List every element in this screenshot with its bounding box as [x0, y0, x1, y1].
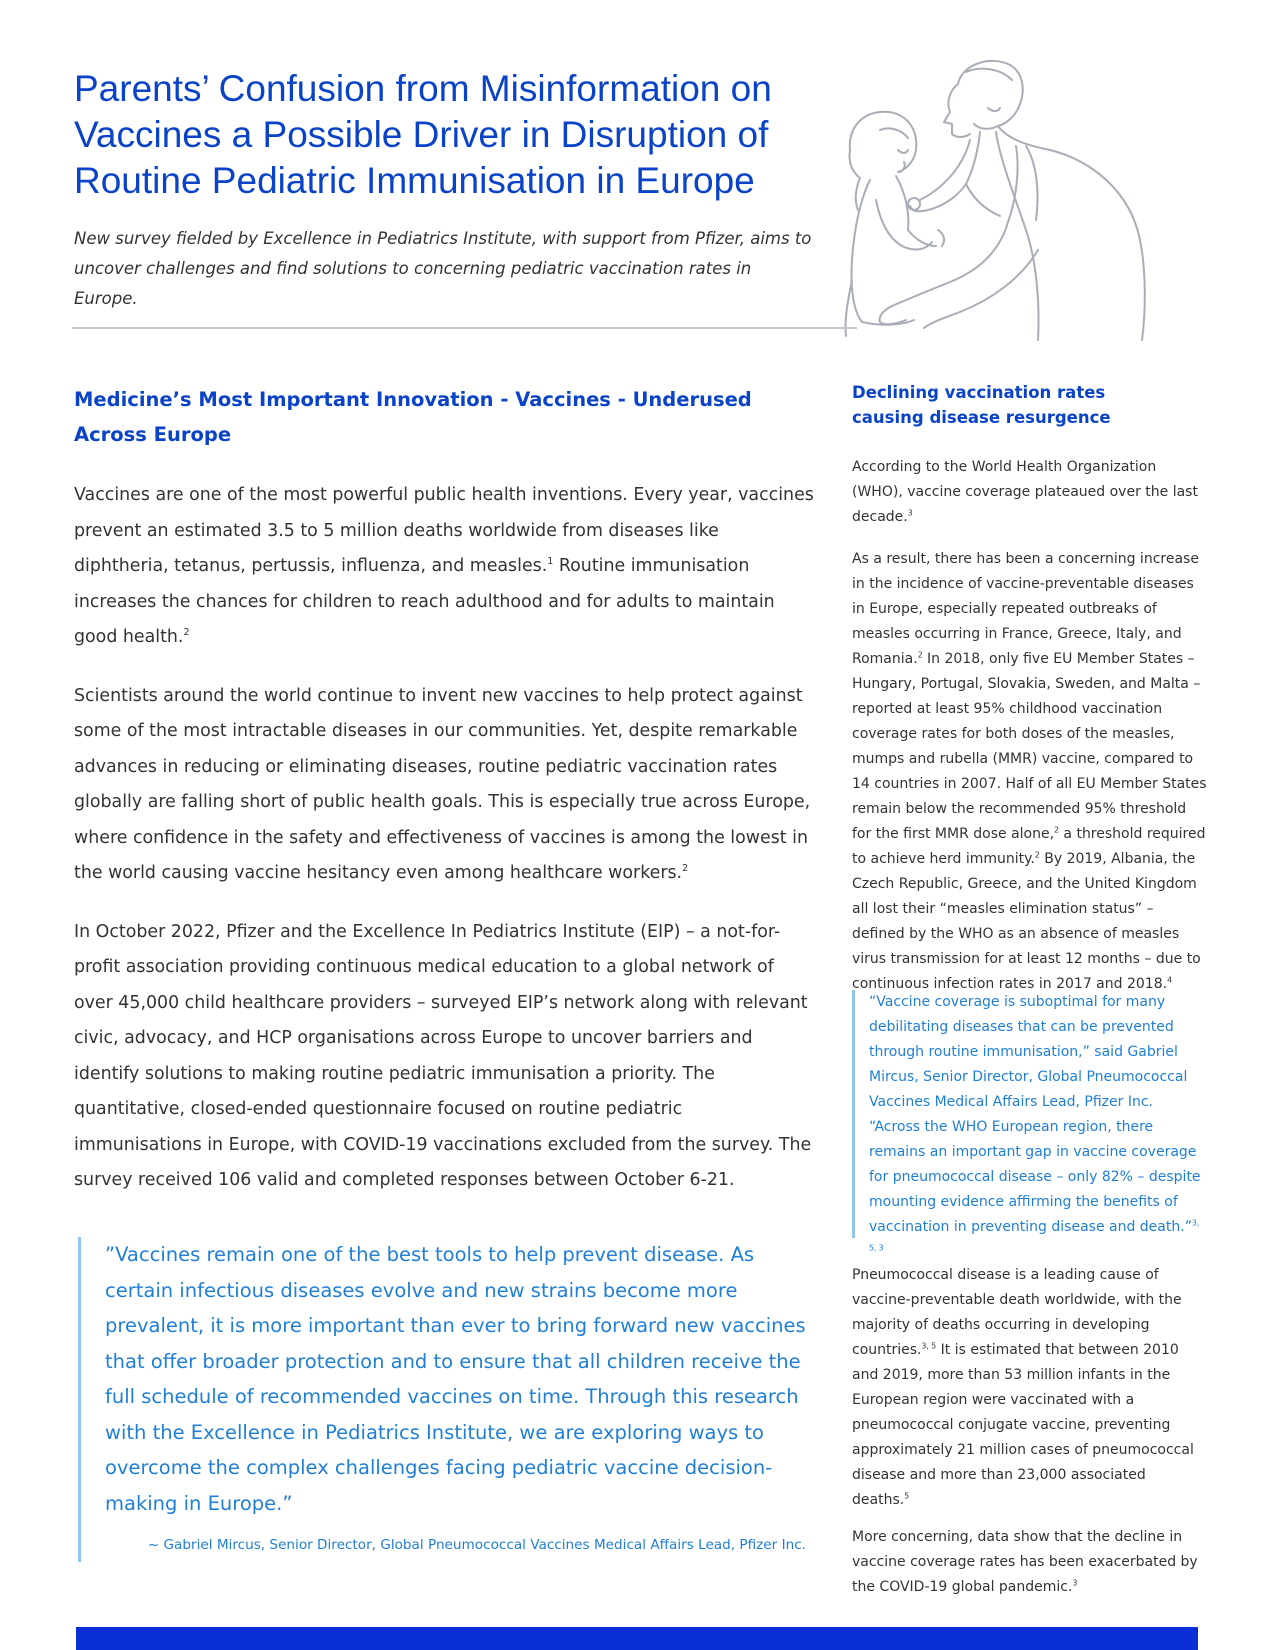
pull-quote-attribution: ~ Gabriel Mircus, Senior Director, Global Pneumococcal Vaccines Medical Affairs Lead, Pfizer Inc.: [147, 1537, 806, 1553]
reference-3: 3: [1072, 1578, 1078, 1588]
main-paragraph-1-text-2: Routine immunisation increases the chances for children to reach adulthood and for adults to maintain good health.: [74, 556, 775, 647]
reference-2: 2: [1034, 850, 1040, 860]
reference-3-5-3: 3, 5, 3: [869, 1218, 1200, 1253]
sidebar-paragraph-2a: As a result, there has been a concerning increase in the incidence of vaccine-preventable diseases in Europe, especially repeated outbreaks of measles occurring in France, Greece, Italy, and Romania.: [852, 551, 1199, 667]
reference-5: 5: [904, 1491, 910, 1501]
reference-3-5: 3, 5: [921, 1341, 937, 1351]
main-paragraph-1-text: Vaccines are one of the most powerful public health inventions. Every year, vaccines prevent an estimated 3.5 to 5 million deaths worldwide from diseases like diphtheria, tetanus, pertussis, influenza, and measles.: [74, 485, 814, 576]
footer-bar: [76, 1627, 1198, 1650]
sidebar-quote-text: [869, 990, 1207, 1265]
sidebar-quote-body: “Vaccine coverage is suboptimal for many debilitating diseases that can be prevented through routine immunisation,” said Gabriel Mircus, Senior Director, Global Pneumococcal Vaccines Medical Affairs Lead, Pfizer Inc. “Across the WHO European region, there remains an important gap in vaccine coverage for pneumococcal disease – only 82% – despite mounting evidence affirming the benefits of vaccination in preventing disease and death.”: [869, 994, 1201, 1235]
reference-3: 3: [907, 508, 913, 518]
reference-2: 2: [1054, 825, 1059, 835]
page-title: Parents’ Confusion from Misinformation on Vaccines a Possible Driver in Disruption of Routine Pediatric Immunisation in Europe: [74, 68, 772, 201]
header-divider: [72, 327, 857, 329]
sidebar-body: [852, 455, 1207, 1009]
sidebar-paragraph-2: [852, 547, 1207, 997]
main-section-heading: Medicine’s Most Important Innovation - Vaccines - Underused Across Europe: [74, 388, 752, 446]
sidebar-body-2: [852, 1263, 1207, 1612]
main-paragraph-2: [74, 679, 814, 892]
sidebar-paragraph-1: [852, 455, 1207, 530]
pull-quote: [78, 1237, 808, 1562]
reference-1: 1: [547, 556, 554, 568]
main-body: [74, 478, 814, 1222]
sidebar-paragraph-3a: Pneumococcal disease is a leading cause of vaccine-preventable death worldwide, with the majority of deaths occurring in developing countries.: [852, 1267, 1182, 1358]
sidebar-paragraph-2c: a threshold required to achieve herd immunity.: [852, 826, 1206, 867]
sidebar-paragraph-4-text: More concerning, data show that the decline in vaccine coverage rates has been exacerbated by the COVID-19 global pandemic.: [852, 1529, 1198, 1595]
sidebar-quote: [852, 990, 1207, 1253]
sidebar-paragraph-4: [852, 1525, 1207, 1600]
sidebar-paragraph-2b: In 2018, only five EU Member States – Hungary, Portugal, Slovakia, Sweden, and Malta – reported at least 95% childhood vaccination coverage rates for both doses of the measles, mumps and rubella (MMR) vaccine, compared to 14 countries in 2007. Half of all EU Member States remain below the recommended 95% threshold for the first MMR dose alone,: [852, 651, 1207, 842]
doctor-examining-child-illustration: [840, 50, 1210, 350]
pull-quote-text: ”Vaccines remain one of the best tools to help prevent disease. As certain infectious diseases evolve and new strains become more prevalent, it is more important than ever to bring forward new vaccines that offer broader protection and to ensure that all children receive the full schedule of recommended vaccines on time. Through this research with the Excellence in Pediatrics Institute, we are exploring ways to overcome the complex challenges facing pediatric vaccine decision-making in Europe.”: [105, 1243, 806, 1515]
sidebar-paragraph-3b: It is estimated that between 2010 and 2019, more than 53 million infants in the European region were vaccinated with a pneumococcal conjugate vaccine, preventing approximately 21 million cases of pneumococcal disease and more than 23,000 associated deaths.: [852, 1342, 1194, 1508]
main-paragraph-1: [74, 478, 814, 656]
reference-4: 4: [1167, 975, 1172, 985]
reference-2: 2: [917, 650, 923, 660]
reference-2: 2: [183, 627, 190, 639]
sidebar-heading: Declining vaccination rates causing disease resurgence: [852, 383, 1111, 427]
sidebar-paragraph-1-text: According to the World Health Organization (WHO), vaccine coverage plateaued over the last decade.: [852, 459, 1198, 525]
reference-2: 2: [682, 863, 689, 875]
sidebar-paragraph-3: [852, 1263, 1207, 1513]
main-paragraph-2-text: Scientists around the world continue to invent new vaccines to help protect against some of the most intractable diseases in our communities. Yet, despite remarkable advances in reducing or eliminating diseases, routine pediatric vaccination rates globally are falling short of public health goals. This is especially true across Europe, where confidence in the safety and effectiveness of vaccines is among the lowest in the world causing vaccine hesitancy even among healthcare workers.: [74, 685, 811, 883]
main-paragraph-3: In October 2022, Pfizer and the Excellence In Pediatrics Institute (EIP) – a not-for-profit association providing continuous medical education to a global network of over 45,000 child healthcare providers – surveyed EIP’s network along with relevant civic, advocacy, and HCP organisations across Europe to uncover barriers and identify solutions to making routine pediatric immunisation a priority. The quantitative, closed-ended questionnaire focused on routine pediatric immunisations in Europe, with COVID-19 vaccinations excluded from the survey. The survey received 106 valid and completed responses between October 6-21.: [74, 921, 812, 1190]
page-subtitle: New survey fielded by Excellence in Pediatrics Institute, with support from Pfizer, aims to uncover challenges and find solutions to concerning pediatric vaccination rates in Europe.: [74, 229, 812, 308]
sidebar-paragraph-2d: By 2019, Albania, the Czech Republic, Greece, and the United Kingdom all lost their “measles elimination status” – defined by the WHO as an absence of measles virus transmission for at least 12 months – due to continuous infection rates in 2017 and 2018.: [852, 851, 1201, 992]
